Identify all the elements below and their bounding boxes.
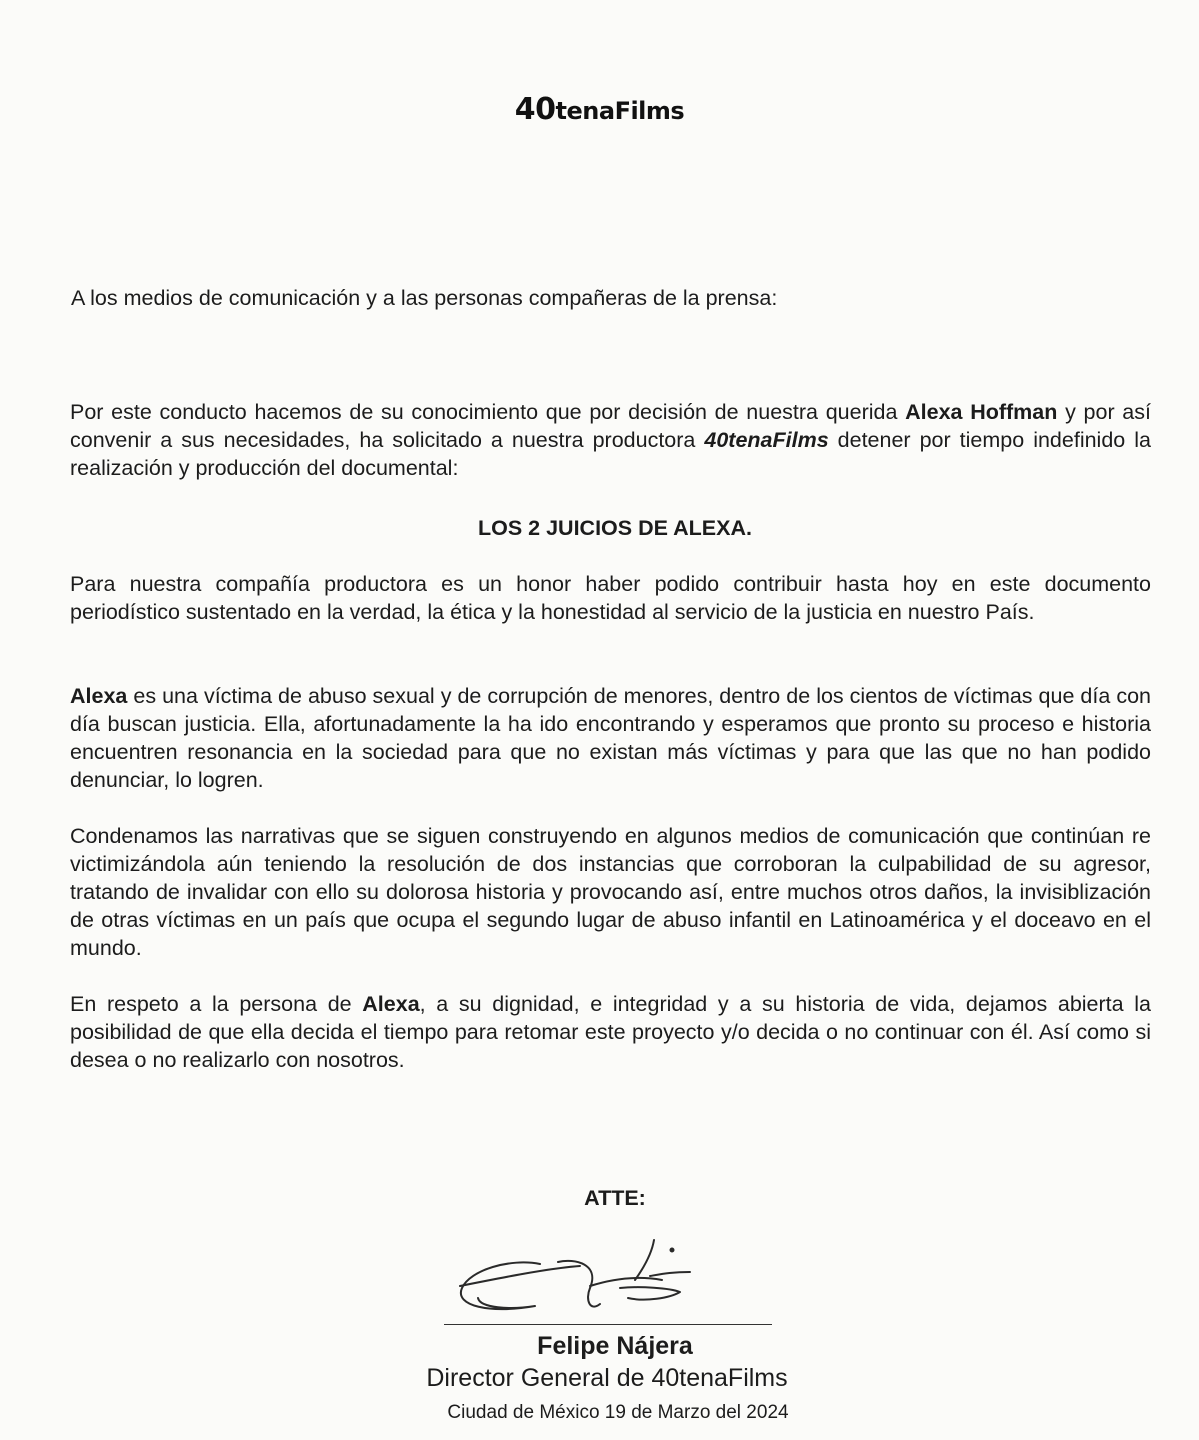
p3-name: Alexa (70, 684, 128, 708)
p3-text: es una víctima de abuso sexual y de corrupción de menores, dentro de los cientos de víctimas que día con día buscan justicia. Ella, afortunadamente la ha ido encontrando y esperamos que pronto su proceso e historia encuentren resonancia en la sociedad para que no existan más víctimas y para que las que no han podido denunciar, lo logren. (70, 684, 1151, 792)
signer-name: Felipe Nájera (537, 1332, 693, 1360)
paragraph-5 (70, 990, 1151, 1074)
p1-company: 40tenaFilms (704, 428, 829, 452)
signer-place-date: Ciudad de México 19 de Marzo del 2024 (447, 1402, 789, 1423)
letterhead-number: 40 (514, 92, 556, 127)
p5-name: Alexa (362, 992, 420, 1016)
p5-text-2: , a su dignidad, e integridad y a su historia de vida, dejamos abierta la posibilidad de que ella decida el tiempo para retomar este proyecto y/o decida o no continuar con él. Así como si desea o no realizarlo con nosotros. (70, 992, 1151, 1072)
signature-line (444, 1324, 772, 1325)
p5-text-1: En respeto a la persona de (70, 992, 363, 1016)
closing-atte: ATTE: (584, 1186, 646, 1210)
p1-text-2: y por así convenir a sus necesidades, ha solicitado a nuestra productora (70, 400, 1151, 452)
paragraph-4: Condenamos las narrativas que se siguen construyendo en algunos medios de comunicación que continúan re victimizándola aún teniendo la resolución de dos instancias que corroboran la culpabilidad de su agresor, tratando de invalidar con ello su dolorosa historia y provocando así, entre muchos otros daños, la invisiblización de otras víctimas en un país que ocupa el segundo lugar de abuso infantil en Latinoamérica y el doceavo en el mundo. (70, 824, 1151, 960)
p1-name: Alexa Hoffman (905, 400, 1058, 424)
p1-text-3: detener por tiempo indefinido la realización y producción del documental: (70, 428, 1151, 480)
signer-title: Director General de 40tenaFilms (426, 1364, 788, 1392)
paragraph-3 (70, 682, 1151, 794)
documentary-title: LOS 2 JUICIOS DE ALEXA. (478, 516, 752, 540)
paragraph-2: Para nuestra compañía productora es un honor haber podido contribuir hasta hoy en este documento periodístico sustentado en la verdad, la ética y la honestidad al servicio de la justicia en nuestro País. (70, 572, 1151, 624)
paragraph-1 (70, 398, 1151, 482)
greeting: A los medios de comunicación y a las personas compañeras de la prensa: (71, 286, 778, 310)
handwritten-signature (440, 1228, 740, 1328)
letterhead-name: tenaFilms (555, 97, 685, 125)
p1-text-1: Por este conducto hacemos de su conocimiento que por decisión de nuestra querida (70, 400, 906, 424)
company-letterhead (0, 92, 1199, 127)
